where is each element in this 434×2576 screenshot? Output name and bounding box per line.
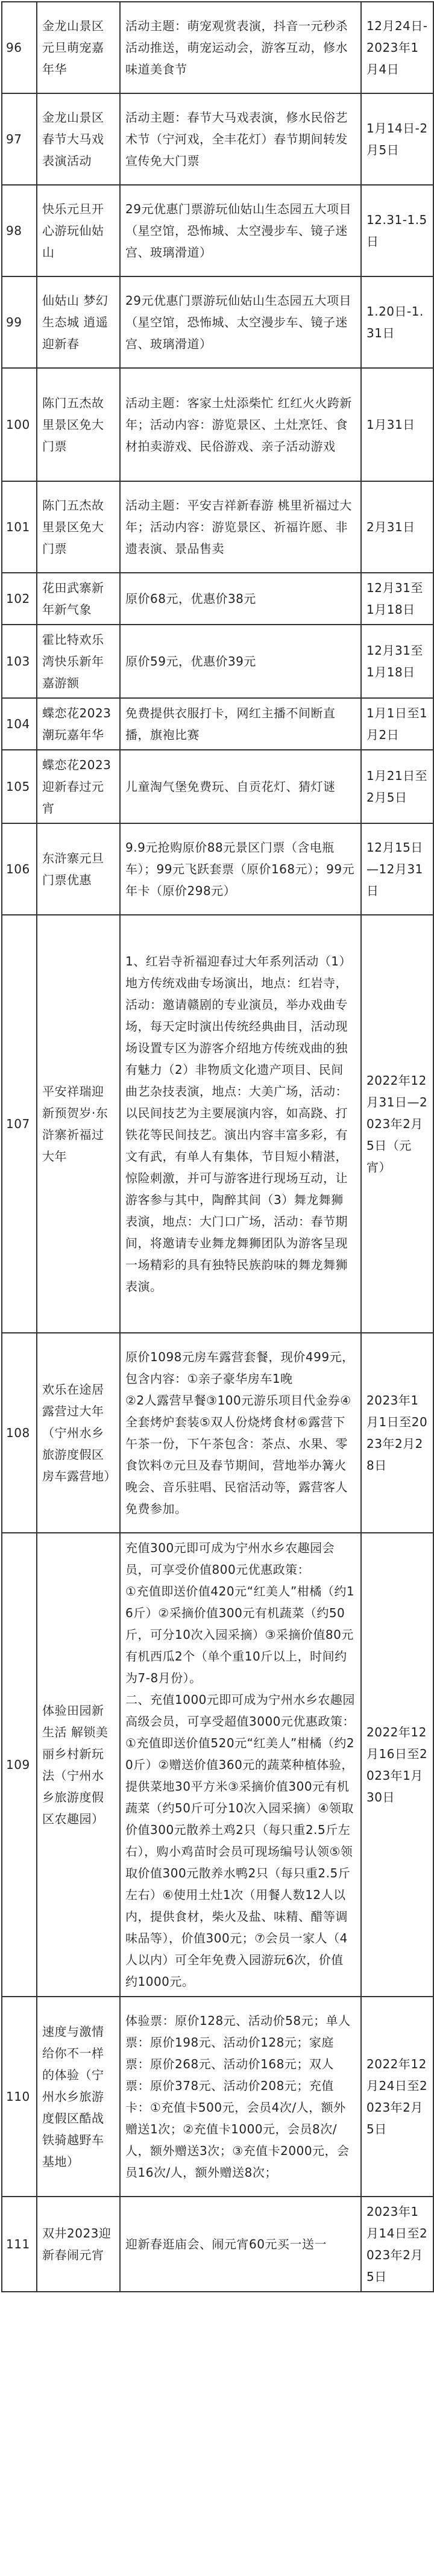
row-number: 106 — [2, 823, 37, 915]
row-number: 101 — [2, 481, 37, 573]
activity-description: 活动主题：春节大马戏表演，修水民俗艺术节（宁河戏，全丰花灯）春节期间转发宣传免大门票 — [120, 93, 361, 185]
activity-time: 1月21日至2月5日 — [361, 750, 433, 823]
activity-time: 1月14日-2月5日 — [361, 93, 433, 185]
activity-name: 双井2023迎新春闹元宵 — [37, 2197, 120, 2292]
activity-description: 体验票：原价128元、活动价58元；单人票：原价198元、活动价128元；家庭票：原价268元、活动价168元；双人票：原价378元、活动价208元；充值卡：①充值卡500元，会员4次/人，额外赠送1次；②充值卡1000元，会员8次/人，额外赠送3次；③充值卡2000元，会员16次/人，额外赠送8次； — [120, 1997, 361, 2197]
table-row — [2, 1997, 433, 2197]
activity-name: 金龙山景区元旦萌宠嘉年华 — [37, 2, 120, 93]
activity-name: 仙姑山 梦幻生态城 逍遥迎新春 — [37, 276, 120, 368]
activity-description: 充值300元即可成为宁州水乡农趣园会员，可享受价值800元优惠政策： ①充值即送价值420元“红美人”柑橘（约16斤）②采摘价值300元有机蔬菜（约50斤，可分10次入园采摘）③采摘价值80元有机西瓜2个（单个重10斤以上，时间约为7-8月份）。 二、充值1000元即可成为宁州水乡农趣园高级会员，可享受超值3000元优惠政策：①充值即送价值520元“红美人”柑橘（约20斤）②赠送价值360元的蔬菜种植体验，提供菜地30平方米③采摘价值300元有机蔬菜（约50斤可分10次入园采摘）④领取价值300元散养土鸡2只（每只重2.5斤左右），购小鸡苗时会员可现场编号认领⑤领取价值300元散养水鸭2只（每只重2.5斤左右）⑥使用土灶1次（用餐人数12人以内，提供食材，柴火及盐、味精、醋等调味品等），价值300元；⑦会员一家人（4人以内）可全年免费入园游玩6次，价值约1000元。 — [120, 1533, 361, 1997]
activity-time: 1.20日-1.31日 — [361, 276, 433, 368]
activity-time: 12月31至1月18日 — [361, 625, 433, 698]
row-number: 105 — [2, 750, 37, 823]
table-row — [2, 915, 433, 1333]
activity-name: 陈门五杰故里景区免大门票 — [37, 481, 120, 573]
activity-description: 活动主题：客家土灶添柴忙 红红火火跨新年；活动内容：游览景区、土灶烹饪、食材拍卖游戏、民俗游戏、亲子活动游戏 — [120, 368, 361, 481]
row-number: 102 — [2, 573, 37, 625]
activity-description: 29元优惠门票游玩仙姑山生态园五大项目（星空馆，恐怖城、太空漫步车、镜子迷宫、玻璃滑道） — [120, 185, 361, 276]
activity-time: 1月1日至1月2日 — [361, 698, 433, 750]
row-number: 97 — [2, 93, 37, 185]
row-number: 111 — [2, 2197, 37, 2292]
activity-table — [1, 1, 434, 2292]
activity-name: 快乐元旦开心游玩仙姑山 — [37, 185, 120, 276]
activity-time: 1月31日 — [361, 368, 433, 481]
activity-description: 活动主题：平安吉祥新春游 桃里祈福过大年；活动内容：游览景区、祈福许愿、非遗表演、景品售卖 — [120, 481, 361, 573]
activity-time: 12.31-1.5日 — [361, 185, 433, 276]
activity-name: 速度与激情给你不一样的体验（宁州水乡旅游度假区酷战铁骑越野车基地） — [37, 1997, 120, 2197]
activity-description: 迎新春逛庙会、闹元宵60元买一送一 — [120, 2197, 361, 2292]
table-row — [2, 698, 433, 750]
row-number: 107 — [2, 915, 37, 1333]
table-row — [2, 1533, 433, 1997]
activity-description: 1、红岩寺祈福迎春过大年系列活动（1）地方传统戏曲专场演出，地点：红岩寺，活动：邀请赣剧的专业演员，举办戏曲专场，每天定时演出传统经典曲目，活动现场设置专区为游客介绍地方传统戏曲的独有魅力（2）非物质文化遗产项目、民间曲艺杂技表演，地点：大美广场，活动：以民间技艺为主要展演内容，如高跷、打铁花等民间技艺。演出内容丰富多彩，有文有武，有单人有集体，节目短小精湛，惊险刺激，并可与游客进行现场互动，让游客参与其中，陶醉其间（3）舞龙舞狮表演，地点：大门口广场，活动：春节期间，将邀请专业舞龙舞狮团队为游客呈现一场精彩的具有独特民族韵味的舞龙舞狮表演。 — [120, 915, 361, 1333]
row-number: 103 — [2, 625, 37, 698]
activity-time: 2023年1月14日至2023年2月5日 — [361, 2197, 433, 2292]
activity-time: 12月31至1月18日 — [361, 573, 433, 625]
table-row — [2, 481, 433, 573]
table-row — [2, 573, 433, 625]
activity-description: 活动主题：萌宠观赏表演，抖音一元秒杀活动推送，萌宠运动会，游客互动，修水味道美食节 — [120, 2, 361, 93]
row-number: 96 — [2, 2, 37, 93]
activity-time: 2023年1月1日至2023年2月28日 — [361, 1333, 433, 1533]
table-row — [2, 276, 433, 368]
activity-time: 2月31日 — [361, 481, 433, 573]
activity-time: 2022年12月16日至2023年1月30日 — [361, 1533, 433, 1997]
activity-name: 平安祥瑞迎新预贺岁·东浒寨祈福过大年 — [37, 915, 120, 1333]
activity-time: 2022年12月24日至2023年2月5日 — [361, 1997, 433, 2197]
activity-name: 花田武寨新年新气象 — [37, 573, 120, 625]
table-row — [2, 185, 433, 276]
activity-name: 霍比特欢乐湾快乐新年嘉游额 — [37, 625, 120, 698]
table-row — [2, 823, 433, 915]
table-row — [2, 2, 433, 93]
activity-table-body — [2, 2, 433, 2292]
activity-name: 体验田园新生活 解锁美丽乡村新玩法（宁州水乡旅游度假区农趣园） — [37, 1533, 120, 1997]
activity-name: 蝶恋花2023潮玩嘉年华 — [37, 698, 120, 750]
row-number: 98 — [2, 185, 37, 276]
row-number: 110 — [2, 1997, 37, 2197]
activity-description: 9.9元抢购原价88元景区门票（含电瓶车）；99元飞跃套票（原价168元）；99元年卡（原价298元） — [120, 823, 361, 915]
activity-description: 原价1098元房车露营套餐，现价499元，包含内容：①亲子豪华房车1晚 ②2人露营早餐③100元游乐项目代金券④全套烤炉套装⑤双人份烧烤食材⑥露营下午茶一份，下午茶包含：茶点、水果、零食饮料⑦元旦及春节期间，营地举办篝火晚会、音乐驻唱、民宿活动等，露营客人免费参加。 — [120, 1333, 361, 1533]
activity-description: 儿童淘气堡免费玩、自贡花灯、猜灯谜 — [120, 750, 361, 823]
activity-name: 东浒寨元旦门票优惠 — [37, 823, 120, 915]
activity-name: 蝶恋花2023迎新春过元宵 — [37, 750, 120, 823]
activity-name: 陈门五杰故里景区免大门票 — [37, 368, 120, 481]
activity-description: 29元优惠门票游玩仙姑山生态园五大项目（星空馆，恐怖城、太空漫步车、镜子迷宫、玻璃滑道） — [120, 276, 361, 368]
table-row — [2, 368, 433, 481]
activity-time: 12月24日-2023年1月4日 — [361, 2, 433, 93]
activity-description: 原价68元，优惠价38元 — [120, 573, 361, 625]
activity-name: 金龙山景区春节大马戏表演活动 — [37, 93, 120, 185]
table-row — [2, 625, 433, 698]
activity-description: 免费提供衣服打卡，网红主播不间断直播，旗袍比赛 — [120, 698, 361, 750]
row-number: 109 — [2, 1533, 37, 1997]
activity-name: 欢乐在途居露营过大年（宁州水乡旅游度假区房车露营地） — [37, 1333, 120, 1533]
row-number: 104 — [2, 698, 37, 750]
table-row — [2, 750, 433, 823]
table-row — [2, 1333, 433, 1533]
activity-time: 2022年12月31日—2023年2月5日（元宵） — [361, 915, 433, 1333]
activity-time: 12月15日—12月31日 — [361, 823, 433, 915]
row-number: 99 — [2, 276, 37, 368]
activity-description: 原价59元，优惠价39元 — [120, 625, 361, 698]
table-row — [2, 93, 433, 185]
row-number: 100 — [2, 368, 37, 481]
table-row — [2, 2197, 433, 2292]
row-number: 108 — [2, 1333, 37, 1533]
